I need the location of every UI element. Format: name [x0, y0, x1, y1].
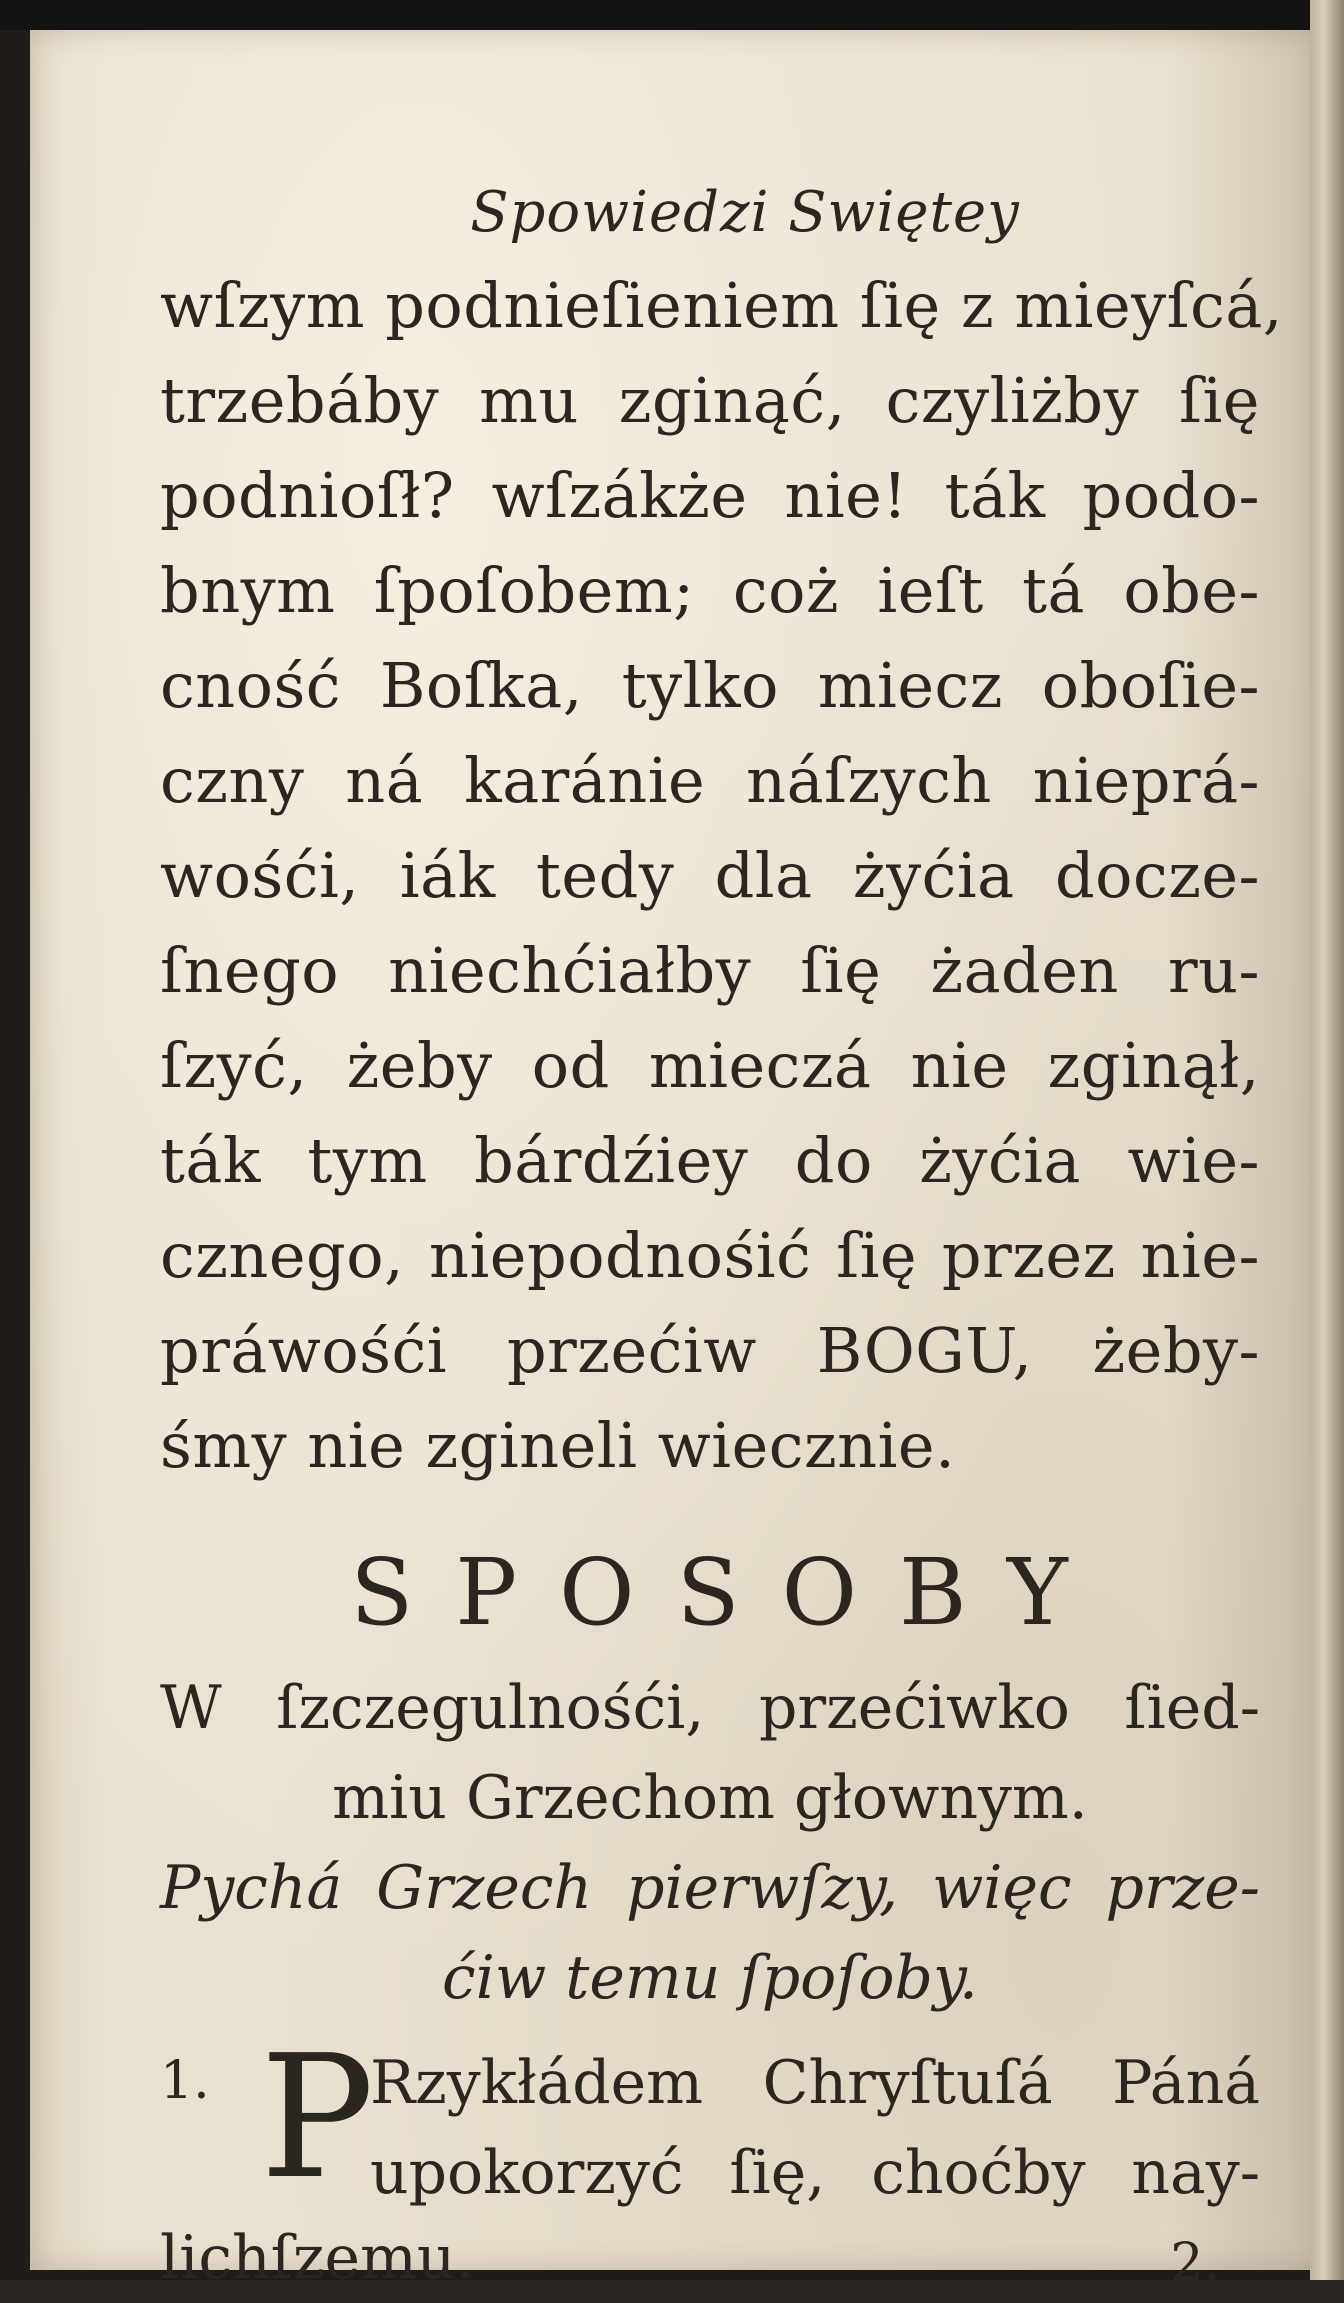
text-line: podnioſł? wſzákże nie! ták podo- — [160, 459, 1260, 532]
text-line: czny ná karánie náſzych nieprá- — [160, 744, 1260, 817]
body-text — [160, 258, 1290, 1493]
scan-top-border — [0, 0, 1344, 30]
text-line: ták tym bárdźiey do żyćia wie- — [160, 1124, 1260, 1197]
text-line: ſnego niechćiałby ſię żaden ru- — [160, 934, 1260, 1007]
text-line: bnym ſpoſobem; coż ieſt tá obe- — [160, 554, 1260, 627]
text-line: cność Boſka, tylko miecz oboſie- — [160, 649, 1260, 722]
text-line: ſzyć, żeby od mieczá nie zginął, — [160, 1029, 1260, 1102]
subtitle-line: W ſzczegulnośći, przećiwko ſied- — [160, 1673, 1260, 1743]
text-line: śmy nie zgineli wiecznie. — [160, 1409, 956, 1482]
drop-cap: P — [260, 2019, 375, 2217]
catchword: 2. — [1170, 2233, 1220, 2293]
page-content — [160, 168, 1290, 2303]
text-line: cznego, niepodnośić ſię przez nie- — [160, 1219, 1260, 1292]
text-line: wośći, iák tedy dla żyćia docze- — [160, 839, 1260, 912]
item-text-line: upokorzyć ſię, choćby nay- — [370, 2138, 1260, 2208]
item-text-line: lichſzemu. — [160, 2223, 475, 2293]
text-line: wſzym podnieſieniem ſię z mieyſcá, — [160, 269, 1284, 342]
item-number: 1. — [160, 2051, 210, 2111]
page-edge — [1310, 0, 1344, 2280]
italic-heading-line: ćiw temu ſpoſoby. — [442, 1943, 978, 2013]
running-head: Spowiedzi Swiętey — [470, 180, 1020, 245]
section-title: SPOSOBY — [350, 1539, 1110, 1646]
numbered-item — [160, 2019, 1260, 2303]
subtitle-line: miu Grzechom głownym. — [332, 1763, 1088, 1833]
text-line: práwośći przećiw BOGU, żeby- — [160, 1314, 1260, 1387]
italic-heading-line: Pychá Grzech pierwſzy, więc prze- — [160, 1853, 1260, 1923]
text-line: trzebáby mu zginąć, czyliżby ſię — [160, 364, 1260, 437]
item-text-line: Rzykłádem Chryſtuſá Páná — [370, 2048, 1260, 2118]
